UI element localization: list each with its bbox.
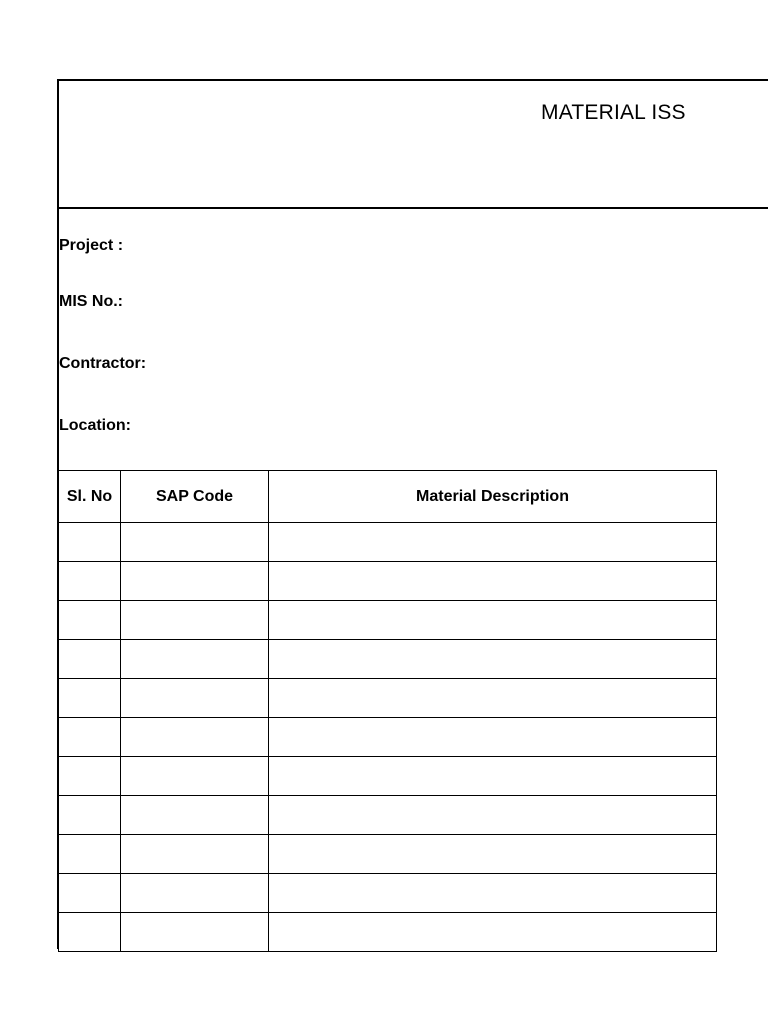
cell-material-description[interactable]: [269, 757, 717, 796]
contractor-label: Contractor:: [59, 355, 147, 372]
header-material-description: Material Description: [269, 471, 717, 523]
table-row: [59, 640, 717, 679]
table-row: [59, 796, 717, 835]
cell-material-description[interactable]: [269, 679, 717, 718]
cell-material-description[interactable]: [269, 874, 717, 913]
cell-sap-code[interactable]: [121, 562, 269, 601]
cell-sap-code[interactable]: [121, 640, 269, 679]
table-row: [59, 913, 717, 952]
cell-sap-code[interactable]: [121, 796, 269, 835]
cell-sl-no[interactable]: [59, 835, 121, 874]
cell-sl-no[interactable]: [59, 562, 121, 601]
table-header-row: [59, 471, 717, 523]
cell-material-description[interactable]: [269, 796, 717, 835]
table-row: [59, 562, 717, 601]
cell-material-description[interactable]: [269, 913, 717, 952]
cell-material-description[interactable]: [269, 835, 717, 874]
cell-sap-code[interactable]: [121, 523, 269, 562]
cell-sl-no[interactable]: [59, 601, 121, 640]
cell-material-description[interactable]: [269, 718, 717, 757]
header-box: [57, 79, 768, 209]
cell-material-description[interactable]: [269, 601, 717, 640]
header-sl-no: Sl. No: [59, 471, 121, 523]
cell-sap-code[interactable]: [121, 835, 269, 874]
mis-no-label: MIS No.:: [59, 293, 123, 310]
form-title: MATERIAL ISS: [541, 101, 686, 124]
cell-sl-no[interactable]: [59, 757, 121, 796]
cell-sl-no[interactable]: [59, 718, 121, 757]
table-row: [59, 874, 717, 913]
material-items-table: [58, 470, 717, 952]
location-label: Location:: [59, 417, 131, 434]
table-row: [59, 757, 717, 796]
cell-sl-no[interactable]: [59, 523, 121, 562]
cell-material-description[interactable]: [269, 523, 717, 562]
cell-sap-code[interactable]: [121, 718, 269, 757]
cell-sl-no[interactable]: [59, 679, 121, 718]
table-row: [59, 601, 717, 640]
table-row: [59, 679, 717, 718]
table-row: [59, 718, 717, 757]
cell-material-description[interactable]: [269, 562, 717, 601]
project-label: Project :: [59, 237, 124, 254]
table-row: [59, 835, 717, 874]
table-row: [59, 523, 717, 562]
cell-sap-code[interactable]: [121, 913, 269, 952]
cell-sl-no[interactable]: [59, 796, 121, 835]
table-body: [59, 523, 717, 952]
header-sap-code: SAP Code: [121, 471, 269, 523]
cell-sap-code[interactable]: [121, 679, 269, 718]
cell-sl-no[interactable]: [59, 874, 121, 913]
cell-sap-code[interactable]: [121, 757, 269, 796]
cell-sap-code[interactable]: [121, 874, 269, 913]
cell-sl-no[interactable]: [59, 640, 121, 679]
cell-sap-code[interactable]: [121, 601, 269, 640]
cell-material-description[interactable]: [269, 640, 717, 679]
cell-sl-no[interactable]: [59, 913, 121, 952]
